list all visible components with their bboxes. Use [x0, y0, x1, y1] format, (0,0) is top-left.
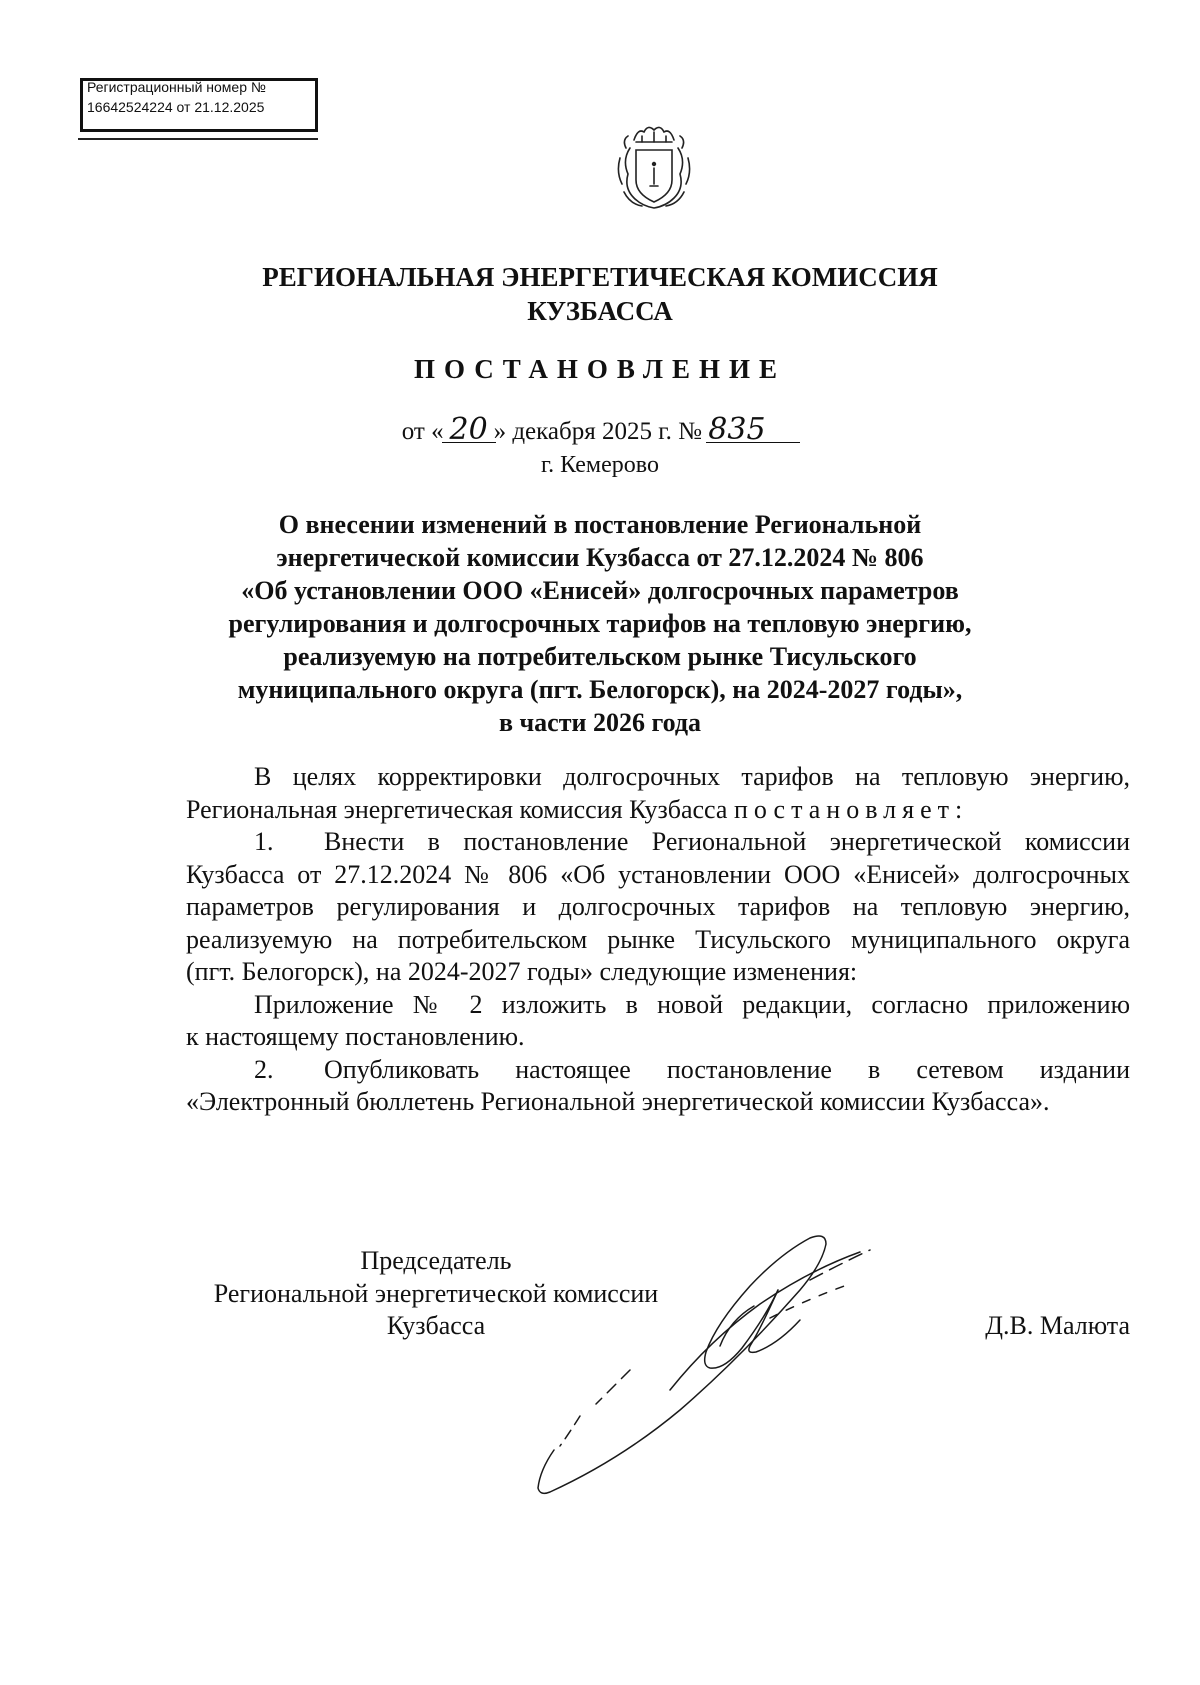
organization-title-line2: КУЗБАССА — [527, 296, 673, 326]
item-2-text: Опубликовать настоящее постановление в сетевом издании — [324, 1054, 1130, 1084]
item-1-number: 1. — [254, 827, 274, 856]
preamble-line: В целях корректировки долгосрочных тарифов на тепловую энергию, — [254, 762, 1130, 791]
item-1-line — [186, 826, 1130, 859]
organization-title-line1: РЕГИОНАЛЬНАЯ ЭНЕРГЕТИЧЕСКАЯ КОМИССИЯ — [262, 262, 938, 292]
registration-stamp-line1: Регистрационный номер № — [87, 79, 266, 95]
subject-line: муниципального округа (пгт. Белогорск), на 2024-2027 годы», — [237, 675, 963, 704]
date-prefix: от « — [401, 418, 444, 445]
subject-line: регулирования и долгосрочных тарифов на тепловую энергию, — [228, 609, 972, 638]
item-2-line: «Электронный бюллетень Региональной энергетической комиссии Кузбасса». — [186, 1087, 1050, 1116]
signatory-name: Д.В. Малюта — [985, 1311, 1130, 1340]
item-1-line: параметров регулирования и долгосрочных тарифов на тепловую энергию, — [186, 892, 1130, 921]
coat-of-arms-icon — [612, 118, 696, 214]
item-1-line: реализуемую на потребительском рынке Тисульского муниципального округа — [186, 924, 1130, 954]
signatory-title-line: Кузбасса — [386, 1311, 486, 1340]
signatory-title-line: Председатель — [360, 1246, 512, 1275]
subject-line: энергетической комиссии Кузбасса от 27.12.2024 № 806 — [276, 543, 924, 572]
preamble-line — [186, 794, 1130, 827]
registration-stamp-underline — [78, 138, 318, 140]
document-body — [186, 761, 1130, 1119]
subject-line: в части 2026 года — [498, 708, 702, 737]
item-1-line: (пгт. Белогорск), на 2024-2027 годы» следующие изменения: — [186, 957, 858, 986]
item-1-text: Внести в постановление Региональной энергетической комиссии — [324, 827, 1130, 856]
subject-line: «Об установлении ООО «Енисей» долгосрочных параметров — [241, 576, 959, 605]
city: г. Кемерово — [541, 452, 659, 478]
subject-line: О внесении изменений в постановление Региональной — [278, 510, 922, 539]
subject-line: реализуемую на потребительском рынке Тисульского — [283, 642, 917, 671]
registration-stamp-line2: 16642524224 от 21.12.2025 — [87, 99, 265, 115]
handwritten-signature-icon — [510, 1220, 970, 1510]
document-number-handwritten: 835 — [708, 414, 798, 446]
item-1-line: Кузбасса от 27.12.2024 № 806 «Об установлении ООО «Енисей» долгосрочных — [186, 859, 1130, 889]
document-subject — [190, 508, 1010, 739]
registration-stamp — [80, 78, 318, 132]
date-day-handwritten: 20 — [444, 414, 494, 446]
item-2-number: 2. — [254, 1054, 274, 1084]
preamble-text: Региональная энергетическая комиссия Кузбасса — [186, 794, 734, 824]
signatory-title-line: Региональной энергетической комиссии — [213, 1278, 659, 1308]
document-type: ПОСТАНОВЛЕНИЕ — [413, 354, 787, 384]
appendix-line: к настоящему постановлению. — [186, 1022, 525, 1051]
date-middle: » декабря 2025 г. № — [493, 418, 709, 445]
item-2-line — [186, 1054, 1130, 1087]
organization-title — [200, 260, 1000, 328]
preamble-verb: постановляет: — [733, 794, 969, 824]
date-line — [200, 414, 1000, 448]
appendix-line: Приложение № 2 изложить в новой редакции, согласно приложению — [254, 989, 1130, 1019]
